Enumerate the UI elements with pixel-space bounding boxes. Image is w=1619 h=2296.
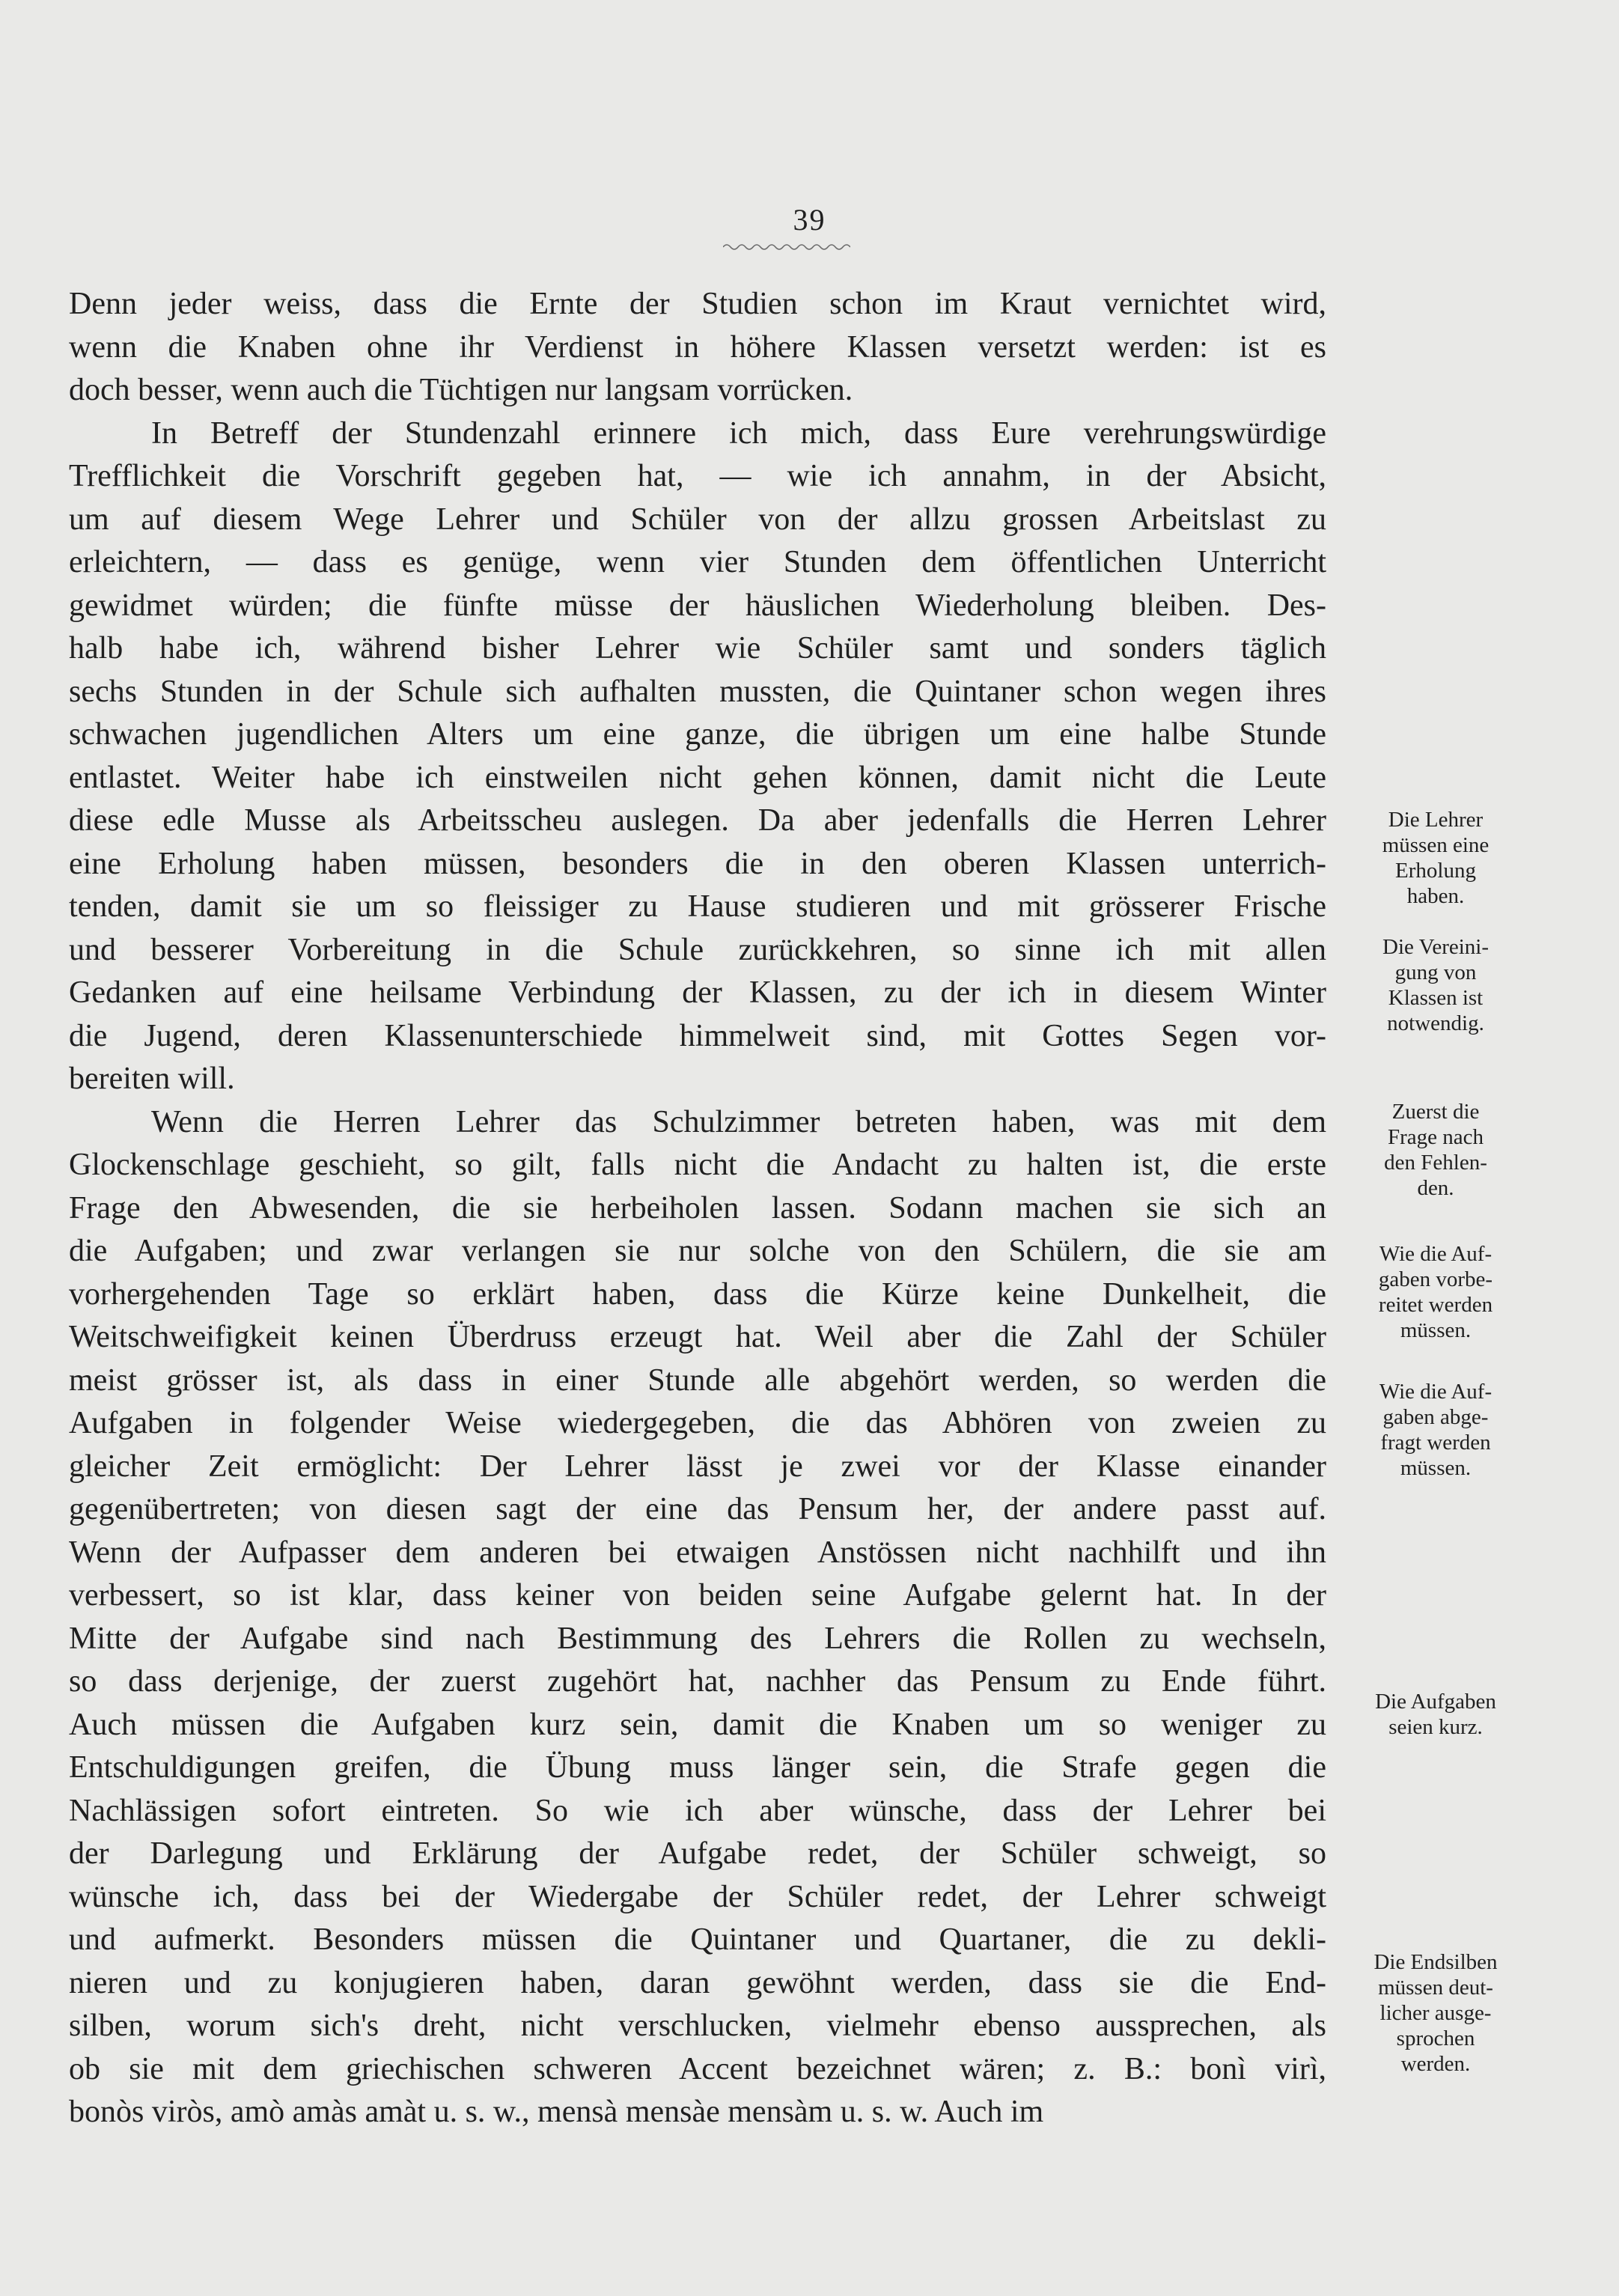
text-line: diese edle Musse als Arbeitsscheu auslegen. Da aber jedenfalls die Herren Lehrer	[69, 803, 1326, 838]
text-line: so dass derjenige, der zuerst zugehört hat, nachher das Pensum zu Ende führt.	[69, 1664, 1326, 1699]
text-line: ob sie mit dem griechischen schweren Accent bezeichnet wären; z. B.: bonì virì,	[69, 2051, 1326, 2086]
margin-note-line: Klassen ist	[1388, 986, 1484, 1010]
margin-note-teachers-rest	[1346, 807, 1525, 909]
text-line: sechs Stunden in der Schule sich aufhalten mussten, die Quintaner schon wegen ihres	[69, 674, 1326, 709]
margin-note-line: Erholung	[1395, 859, 1476, 883]
margin-note-line: haben.	[1406, 884, 1465, 908]
text-line: Denn jeder weiss, dass die Ernte der Studien schon im Kraut vernichtet wird,	[69, 287, 1326, 321]
margin-note-line: müssen eine	[1382, 833, 1490, 857]
body-text	[69, 283, 1326, 2134]
text-line: wenn die Knaben ohne ihr Verdienst in höhere Klassen versetzt werden: ist es	[69, 329, 1326, 365]
text-line: halb habe ich, während bisher Lehrer wie Schüler samt und sonders täglich	[69, 631, 1326, 666]
margin-note-line: Die Lehrer	[1388, 808, 1484, 832]
text-line: bereiten will.	[69, 1062, 235, 1096]
text-line: die Aufgaben; und zwar verlangen sie nur solche von den Schülern, die sie am	[69, 1234, 1326, 1268]
margin-note-line: sprochen	[1396, 2026, 1475, 2050]
margin-note-line: Die Endsilben	[1373, 1950, 1498, 1974]
text-line: Weitschweifigkeit keinen Überdruss erzeugt hat. Weil aber die Zahl der Schüler	[69, 1320, 1326, 1354]
text-line: Gedanken auf eine heilsame Verbindung der Klassen, zu der ich in diesem Winter	[69, 975, 1326, 1010]
text-line: schwachen jugendlichen Alters um eine ganze, die übrigen um eine halbe Stunde	[69, 717, 1326, 752]
decorative-wave-rule	[723, 241, 850, 253]
margin-note-line: Die Vereini-	[1382, 935, 1489, 959]
page-number: 39	[793, 203, 826, 237]
margin-note-line: seien kurz.	[1388, 1715, 1483, 1739]
text-line: doch besser, wenn auch die Tüchtigen nur langsam vorrücken.	[69, 373, 853, 407]
text-line: vorhergehenden Tage so erklärt haben, dass die Kürze keine Dunkelheit, die	[69, 1276, 1326, 1312]
text-line: In Betreff der Stundenzahl erinnere ich mich, dass Eure verehrungswürdige	[151, 415, 1326, 451]
text-line: Aufgaben in folgender Weise wiedergegeben, die das Abhören von zweien zu	[69, 1406, 1326, 1440]
text-line: Wenn der Aufpasser dem anderen bei etwaigen Anstössen nicht nachhilft und ihn	[69, 1535, 1326, 1570]
text-line: gleicher Zeit ermöglicht: Der Lehrer lässt je zwei vor der Klasse einander	[69, 1449, 1326, 1484]
text-line: silben, worum sich's dreht, nicht verschlucken, vielmehr ebenso aussprechen, als	[69, 2009, 1326, 2043]
text-line: entlastet. Weiter habe ich einstweilen nicht gehen können, damit nicht die Leute	[69, 760, 1326, 795]
margin-note-line: den Fehlen-	[1384, 1151, 1487, 1175]
text-line: und aufmerkt. Besonders müssen die Quintaner und Quartaner, die zu dekli-	[69, 1922, 1326, 1957]
margin-note-line: Wie die Auf-	[1379, 1242, 1493, 1266]
text-line: Frage den Abwesenden, die sie herbeiholen lassen. Sodann machen sie sich an	[69, 1190, 1326, 1225]
text-line: um auf diesem Wege Lehrer und Schüler von der allzu grossen Arbeitslast zu	[69, 502, 1326, 537]
margin-note-absentees	[1346, 1099, 1525, 1201]
margin-note-class-union	[1346, 934, 1525, 1036]
margin-note-line: werden.	[1400, 2052, 1471, 2076]
text-line: verbessert, so ist klar, dass keiner von beiden seine Aufgabe gelernt hat. In der	[69, 1578, 1326, 1613]
margin-note-line: Frage nach	[1387, 1125, 1484, 1149]
margin-note-line: gung von	[1394, 960, 1477, 984]
margin-note-preparation	[1346, 1241, 1525, 1343]
text-line: meist grösser ist, als dass in einer Stunde alle abgehört werden, so werden die	[69, 1362, 1326, 1398]
text-line: der Darlegung und Erklärung der Aufgabe redet, der Schüler schweigt, so	[69, 1836, 1326, 1871]
margin-note-endings	[1346, 1949, 1525, 2077]
text-line: erleichtern, — dass es genüge, wenn vier Stunden dem öffentlichen Unterricht	[69, 545, 1326, 579]
margin-note-line: Die Aufgaben	[1375, 1690, 1496, 1714]
margin-note-line: fragt werden	[1380, 1431, 1491, 1455]
text-line: wünsche ich, dass bei der Wiedergabe der Schüler redet, der Lehrer schweigt	[69, 1879, 1326, 1914]
margin-note-line: Zuerst die	[1391, 1100, 1480, 1124]
margin-note-line: gaben abge-	[1382, 1405, 1489, 1429]
text-line: Trefflichkeit die Vorschrift gegeben hat, — wie ich annahm, in der Absicht,	[69, 459, 1326, 493]
margin-note-line: müssen.	[1400, 1456, 1472, 1480]
margin-note-line: licher ausge-	[1379, 2001, 1492, 2025]
margin-note-line: müssen deut-	[1378, 1976, 1493, 2000]
text-line: tenden, damit sie um so fleissiger zu Hause studieren und mit grösserer Frische	[69, 889, 1326, 924]
text-line: Glockenschlage geschieht, so gilt, falls nicht die Andacht zu halten ist, die erste	[69, 1148, 1326, 1182]
text-line: Wenn die Herren Lehrer das Schulzimmer betreten haben, was mit dem	[151, 1104, 1326, 1139]
text-line: Nachlässigen sofort eintreten. So wie ich aber wünsche, dass der Lehrer bei	[69, 1793, 1326, 1828]
text-line: Entschuldigungen greifen, die Übung muss länger sein, die Strafe gegen die	[69, 1750, 1326, 1785]
text-line: die Jugend, deren Klassenunterschiede himmelweit sind, mit Gottes Segen vor-	[69, 1018, 1326, 1053]
text-line: gegenübertreten; von diesen sagt der eine das Pensum her, der andere passt auf.	[69, 1492, 1326, 1526]
margin-note-questioning	[1346, 1379, 1525, 1481]
text-line: gewidmet würden; die fünfte müsse der häuslichen Wiederholung bleiben. Des-	[69, 588, 1326, 623]
text-line: eine Erholung haben müssen, besonders die in den oberen Klassen unterrich-	[69, 846, 1326, 881]
margin-note-line: reitet werden	[1378, 1293, 1493, 1317]
text-line: Mitte der Aufgabe sind nach Bestimmung des Lehrers die Rollen zu wechseln,	[69, 1621, 1326, 1656]
margin-note-line: den.	[1417, 1176, 1454, 1200]
margin-note-short-tasks	[1346, 1689, 1525, 1740]
text-line: und besserer Vorbereitung in die Schule zurückkehren, so sinne ich mit allen	[69, 932, 1326, 967]
margin-note-line: notwendig.	[1387, 1011, 1484, 1035]
margin-note-line: Wie die Auf-	[1379, 1380, 1493, 1404]
margin-note-line: gaben vorbe-	[1378, 1267, 1493, 1291]
text-line: nieren und zu konjugieren haben, daran gewöhnt werden, dass sie die End-	[69, 1965, 1326, 2000]
margin-note-line: müssen.	[1400, 1318, 1472, 1342]
text-line: Auch müssen die Aufgaben kurz sein, damit die Knaben um so weniger zu	[69, 1707, 1326, 1742]
text-line: bonòs viròs, amò amàs amàt u. s. w., mensà mensàe mensàm u. s. w. Auch im	[69, 2095, 1044, 2129]
